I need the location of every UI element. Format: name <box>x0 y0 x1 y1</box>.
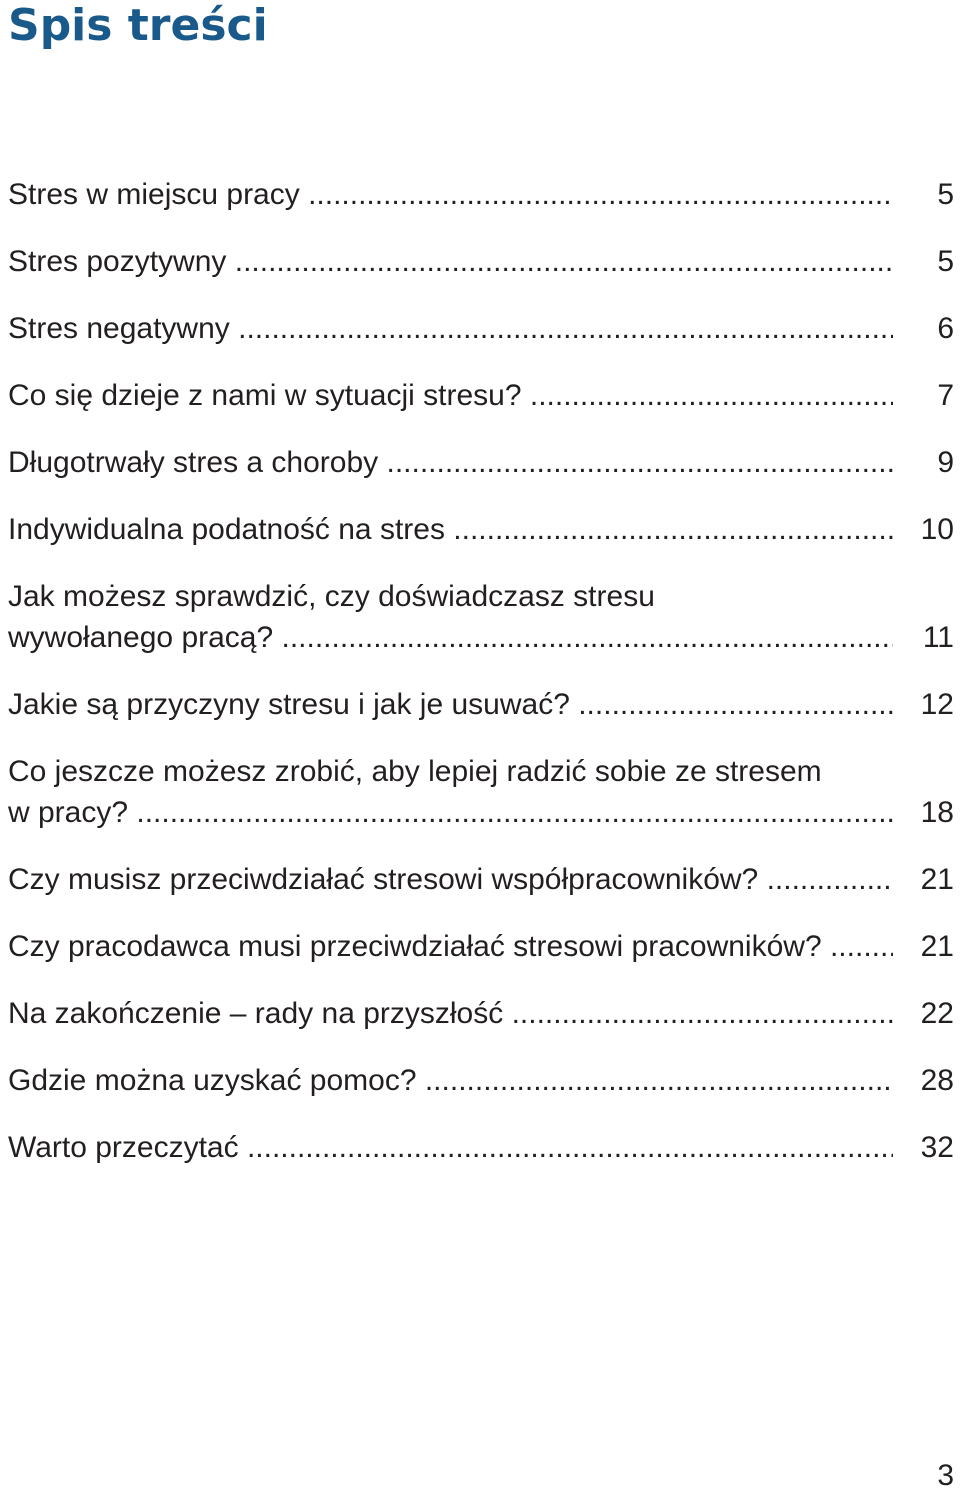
toc-entry-jak-mozesz-sprawdzic[interactable] <box>8 576 954 658</box>
toc-entry-gdzie-pomoc[interactable] <box>8 1060 954 1101</box>
toc-entry-warto-przeczytac[interactable] <box>8 1127 954 1168</box>
toc-entry-stres-pozytywny[interactable] <box>8 241 954 282</box>
toc-entry-sytuacja-stresu[interactable] <box>8 375 954 416</box>
toc-entry-title: Co się dzieje z nami w sytuacji stresu? ..... <box>8 375 893 416</box>
toc-entry-page: 5 <box>937 178 954 211</box>
toc-entry-title: Na zakończenie – rady na przyszłość ..... <box>8 993 893 1034</box>
toc-entry-page: 5 <box>937 245 954 278</box>
toc-entry-title: Warto przeczytać ..... <box>8 1127 893 1168</box>
toc-entry-page: 10 <box>920 513 954 546</box>
toc-entry-title: Stres negatywny ..... <box>8 308 893 349</box>
toc-entry-title: Stres w miejscu pracy ..... <box>8 174 893 215</box>
toc-entry-page: 21 <box>920 863 954 896</box>
page-number: 3 <box>937 1459 954 1492</box>
toc-entry-page: 18 <box>920 796 954 829</box>
toc-entry-title: Długotrwały stres a choroby ..... <box>8 442 893 483</box>
toc-entry-page: 12 <box>920 688 954 721</box>
toc-entry-page: 21 <box>920 930 954 963</box>
toc-entry-page: 22 <box>920 997 954 1030</box>
page-title: Spis treści <box>8 0 268 51</box>
toc-entry-title: Gdzie można uzyskać pomoc? ..... <box>8 1060 893 1101</box>
table-of-contents <box>8 174 954 1194</box>
toc-entry-title: Stres pozytywny ..... <box>8 241 893 282</box>
toc-entry-indywidualna-podatnosc[interactable] <box>8 509 954 550</box>
toc-entry-page: 7 <box>937 379 954 412</box>
toc-entry-title: Czy musisz przeciwdziałać stresowi współpracowników? ..... <box>8 859 893 900</box>
toc-entry-dlugotrwaly-stres[interactable] <box>8 442 954 483</box>
toc-entry-title-line2: w pracy? ..... <box>8 792 893 833</box>
toc-entry-title: Indywidualna podatność na stres ..... <box>8 509 893 550</box>
toc-entry-title: Jakie są przyczyny stresu i jak je usuwać? ..... <box>8 684 893 725</box>
toc-entry-page: 9 <box>937 446 954 479</box>
toc-entry-stres-negatywny[interactable] <box>8 308 954 349</box>
toc-entry-stres-pracownikow[interactable] <box>8 926 954 967</box>
toc-entry-title-line1: Co jeszcze możesz zrobić, aby lepiej radzić sobie ze stresem <box>8 755 822 788</box>
toc-entry-title-line2: wywołanego pracą? ..... <box>8 617 893 658</box>
toc-entry-page: 11 <box>922 621 954 654</box>
toc-entry-page: 32 <box>920 1131 954 1164</box>
toc-entry-na-zakonczenie[interactable] <box>8 993 954 1034</box>
toc-entry-title: Czy pracodawca musi przeciwdziałać stresowi pracowników? ..... <box>8 926 893 967</box>
toc-entry-stres-wspolpracownikow[interactable] <box>8 859 954 900</box>
toc-entry-stres-w-miejscu-pracy[interactable] <box>8 174 954 215</box>
toc-entry-przyczyny-stresu[interactable] <box>8 684 954 725</box>
toc-entry-title-line1: Jak możesz sprawdzić, czy doświadczasz stresu <box>8 580 655 613</box>
toc-entry-co-jeszcze-mozesz-zrobic[interactable] <box>8 751 954 833</box>
toc-entry-page: 6 <box>937 312 954 345</box>
toc-entry-page: 28 <box>920 1064 954 1097</box>
